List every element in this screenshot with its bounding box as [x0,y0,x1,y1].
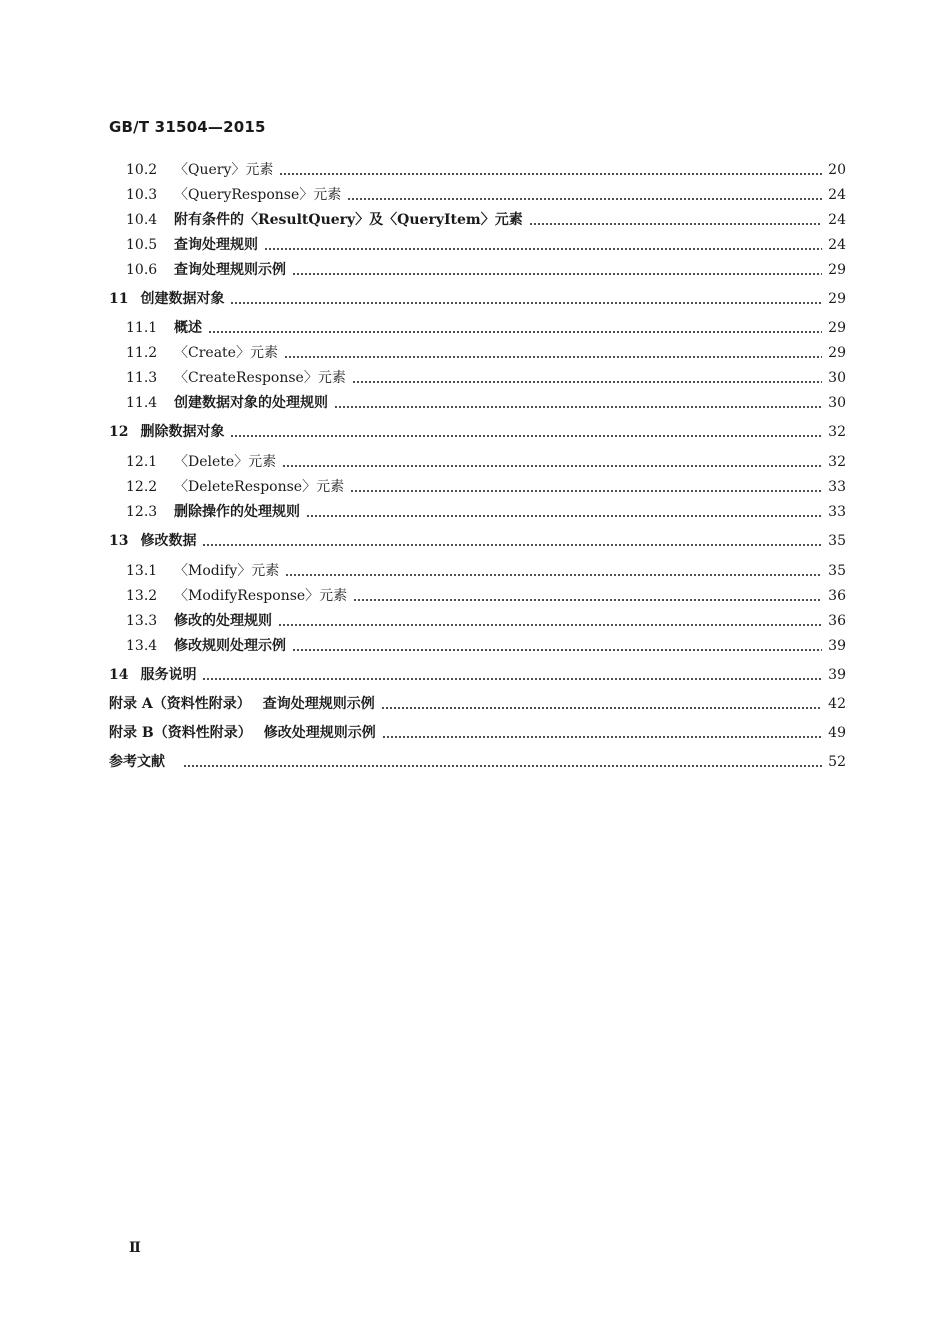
toc-entry-number: 附录 A（资料性附录） [109,696,251,712]
toc-entry-title: 附有条件的〈ResultQuery〉及〈QueryItem〉元素 [174,212,523,228]
toc-entry[interactable] [109,722,846,744]
toc-entry-page: 30 [828,370,846,386]
toc-entry-page: 24 [828,237,846,253]
toc-leader-dots [352,367,822,389]
toc-entry[interactable] [126,159,846,181]
toc-entry-number: 10.2 [126,162,158,178]
toc-leader-dots [334,392,822,414]
toc-entry[interactable] [126,560,846,582]
toc-entry-title: 查询处理规则示例 [174,262,286,278]
toc-entry-title: 查询处理规则示例 [262,696,375,712]
toc-leader-dots [284,342,822,364]
toc-entry-title: 〈ModifyResponse〉元素 [174,588,348,604]
toc-leader-dots [202,530,822,552]
toc-entry[interactable] [126,342,846,364]
toc-entry-number: 11.2 [126,345,158,361]
toc-entry-number: 13.3 [126,613,158,629]
toc-entry-page: 24 [828,212,846,228]
toc-entry-title: 〈Modify〉元素 [174,563,280,579]
toc-leader-dots [285,560,822,582]
toc-entry[interactable] [109,664,846,686]
toc-entry-page: 52 [828,754,846,770]
toc-leader-dots [382,722,822,744]
toc-entry-page: 42 [828,696,846,712]
toc-entry-page: 35 [828,533,846,549]
toc-entry[interactable] [126,234,846,256]
toc-entry-title: 删除数据对象 [140,424,225,440]
toc-entry[interactable] [109,751,846,773]
toc-leader-dots [282,451,822,473]
toc-entry[interactable] [126,259,846,281]
toc-entry[interactable] [126,392,846,414]
toc-entry-page: 20 [828,162,846,178]
toc-entry-title: 概述 [174,320,202,336]
toc-entry-number: 13.1 [126,563,158,579]
toc-leader-dots [292,635,822,657]
toc-entry[interactable] [109,693,846,715]
toc-entry[interactable] [126,476,846,498]
toc-leader-dots [306,501,822,523]
toc-leader-dots [183,751,822,773]
toc-entry[interactable] [126,367,846,389]
toc-entry-number: 11.3 [126,370,158,386]
toc-leader-dots [230,421,822,443]
page-number-footer: Ⅱ [129,1240,141,1256]
toc-entry[interactable] [109,421,846,443]
toc-entry-page: 29 [828,320,846,336]
toc-entry-title: 服务说明 [140,667,197,683]
toc-entry-page: 39 [828,638,846,654]
toc-entry-page: 29 [828,262,846,278]
toc-entry-page: 33 [828,479,846,495]
toc-entry-title: 删除操作的处理规则 [174,504,300,520]
toc-entry-number: 12.1 [126,454,158,470]
toc-entry-page: 36 [828,588,846,604]
toc-entry-title: 查询处理规则 [174,237,258,253]
toc-entry-number: 10.5 [126,237,158,253]
toc-entry-page: 29 [828,345,846,361]
toc-leader-dots [278,610,822,632]
toc-entry-number: 参考文献 [109,754,165,770]
toc-entry-number: 12 [109,424,129,440]
toc-entry-title: 〈CreateResponse〉元素 [174,370,346,386]
toc-entry-number: 12.3 [126,504,158,520]
toc-leader-dots [264,234,822,256]
toc-entry-title: 创建数据对象 [140,291,225,307]
toc-entry[interactable] [126,610,846,632]
toc-entry-number: 11.4 [126,395,158,411]
toc-entry-number: 11 [109,291,129,307]
toc-entry-page: 29 [828,291,846,307]
toc-entry-number: 12.2 [126,479,158,495]
toc-leader-dots [208,317,822,339]
toc-entry[interactable] [126,585,846,607]
toc-entry-title: 〈Delete〉元素 [174,454,277,470]
toc-entry-title: 〈QueryResponse〉元素 [174,187,342,203]
standard-code-header: GB/T 31504—2015 [109,118,266,136]
toc-entry[interactable] [126,635,846,657]
toc-entry-page: 32 [828,454,846,470]
toc-entry-title: 修改规则处理示例 [174,638,286,654]
toc-entry[interactable] [126,451,846,473]
toc-entry-title: 〈DeleteResponse〉元素 [174,479,345,495]
toc-entry-page: 24 [828,187,846,203]
toc-entry-number: 13.4 [126,638,158,654]
toc-entry-page: 35 [828,563,846,579]
toc-entry[interactable] [126,317,846,339]
toc-leader-dots [350,476,822,498]
toc-entry-page: 39 [828,667,846,683]
toc-entry[interactable] [126,501,846,523]
toc-leader-dots [202,664,822,686]
toc-entry-page: 36 [828,613,846,629]
toc-entry-number: 11.1 [126,320,158,336]
toc-leader-dots [347,184,822,206]
toc-entry-number: 13.2 [126,588,158,604]
toc-entry-number: 附录 B（资料性附录） [109,725,252,741]
toc-entry-page: 30 [828,395,846,411]
toc-entry-page: 49 [828,725,846,741]
toc-entry-title: 修改数据 [140,533,197,549]
toc-leader-dots [230,288,822,310]
toc-leader-dots [279,159,822,181]
toc-leader-dots [381,693,822,715]
toc-entry-title: 〈Query〉元素 [174,162,274,178]
toc-entry[interactable] [126,184,846,206]
toc-entry-number: 13 [109,533,129,549]
toc-entry-title: 修改处理规则示例 [263,725,376,741]
toc-entry-number: 10.6 [126,262,158,278]
toc-entry-number: 14 [109,667,129,683]
toc-entry-title: 修改的处理规则 [174,613,272,629]
toc-entry-page: 33 [828,504,846,520]
toc-entry-title: 〈Create〉元素 [174,345,278,361]
toc-entry-title: 创建数据对象的处理规则 [174,395,328,411]
toc-leader-dots [529,209,822,231]
toc-entry-number: 10.4 [126,212,158,228]
toc-entry[interactable] [126,209,846,231]
toc-leader-dots [353,585,822,607]
toc-entry-number: 10.3 [126,187,158,203]
toc-leader-dots [292,259,822,281]
toc-entry-page: 32 [828,424,846,440]
toc-entry[interactable] [109,288,846,310]
toc-entry[interactable] [109,530,846,552]
